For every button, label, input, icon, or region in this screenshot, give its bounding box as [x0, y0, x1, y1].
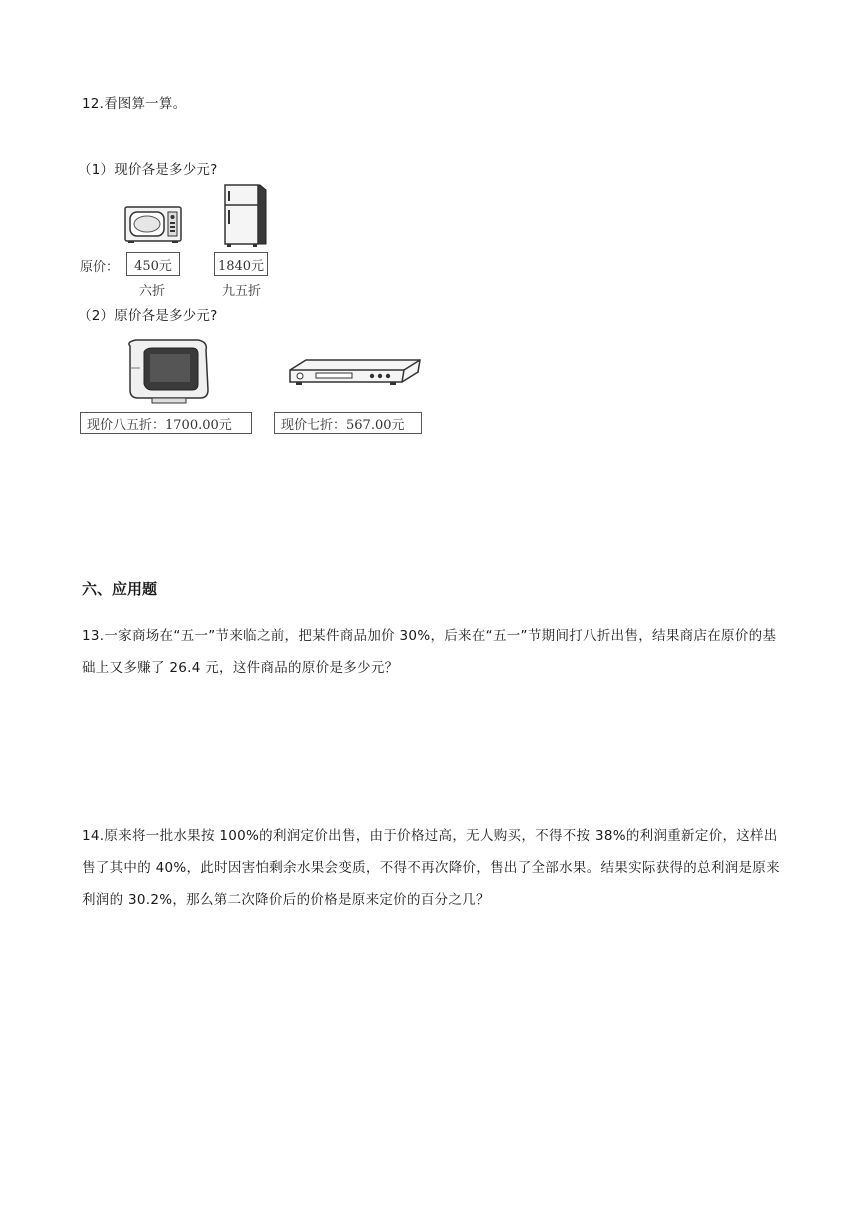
refrigerator-price-box: 1840元 [214, 252, 268, 276]
dvd-current-price-box: 现价七折：567.00元 [274, 412, 422, 434]
refrigerator-icon [222, 182, 268, 248]
question-12-title: 12.看图算一算。 [82, 96, 187, 112]
microwave-discount: 六折 [139, 284, 166, 299]
question-13-text: 13.一家商场在“五一”节来临之前，把某件商品加价 30%，后来在“五一”节期间打八折出售，结果商店在原价的基础上又多赚了 26.4 元，这件商品的原价是多少元？ [82, 628, 777, 676]
section-6-heading: 六、应用题 [82, 580, 158, 598]
television-icon [122, 338, 212, 406]
tv-current-price-box: 现价八五折：1700.00元 [80, 412, 252, 434]
microwave-icon [124, 206, 182, 244]
original-price-label: 原价： [80, 260, 120, 275]
refrigerator-discount: 九五折 [222, 284, 262, 299]
question-14-text: 14.原来将一批水果按 100%的利润定价出售，由于价格过高，无人购买，不得不按 38%的利润重新定价，这样出售了其中的 40%，此时因害怕剩余水果会变质，不得不再次降价，售出了全部水果。结果实际获得的总利润是原来利润的 30.2%，那么第二次降价后的价格是原来定价的百分之几？ [82, 828, 780, 908]
dvd-player-icon [286, 358, 422, 396]
microwave-price-box: 450元 [126, 252, 180, 276]
question-12-part1: （1）现价各是多少元? [78, 162, 218, 178]
question-12-part2: （2）原价各是多少元? [78, 308, 218, 324]
